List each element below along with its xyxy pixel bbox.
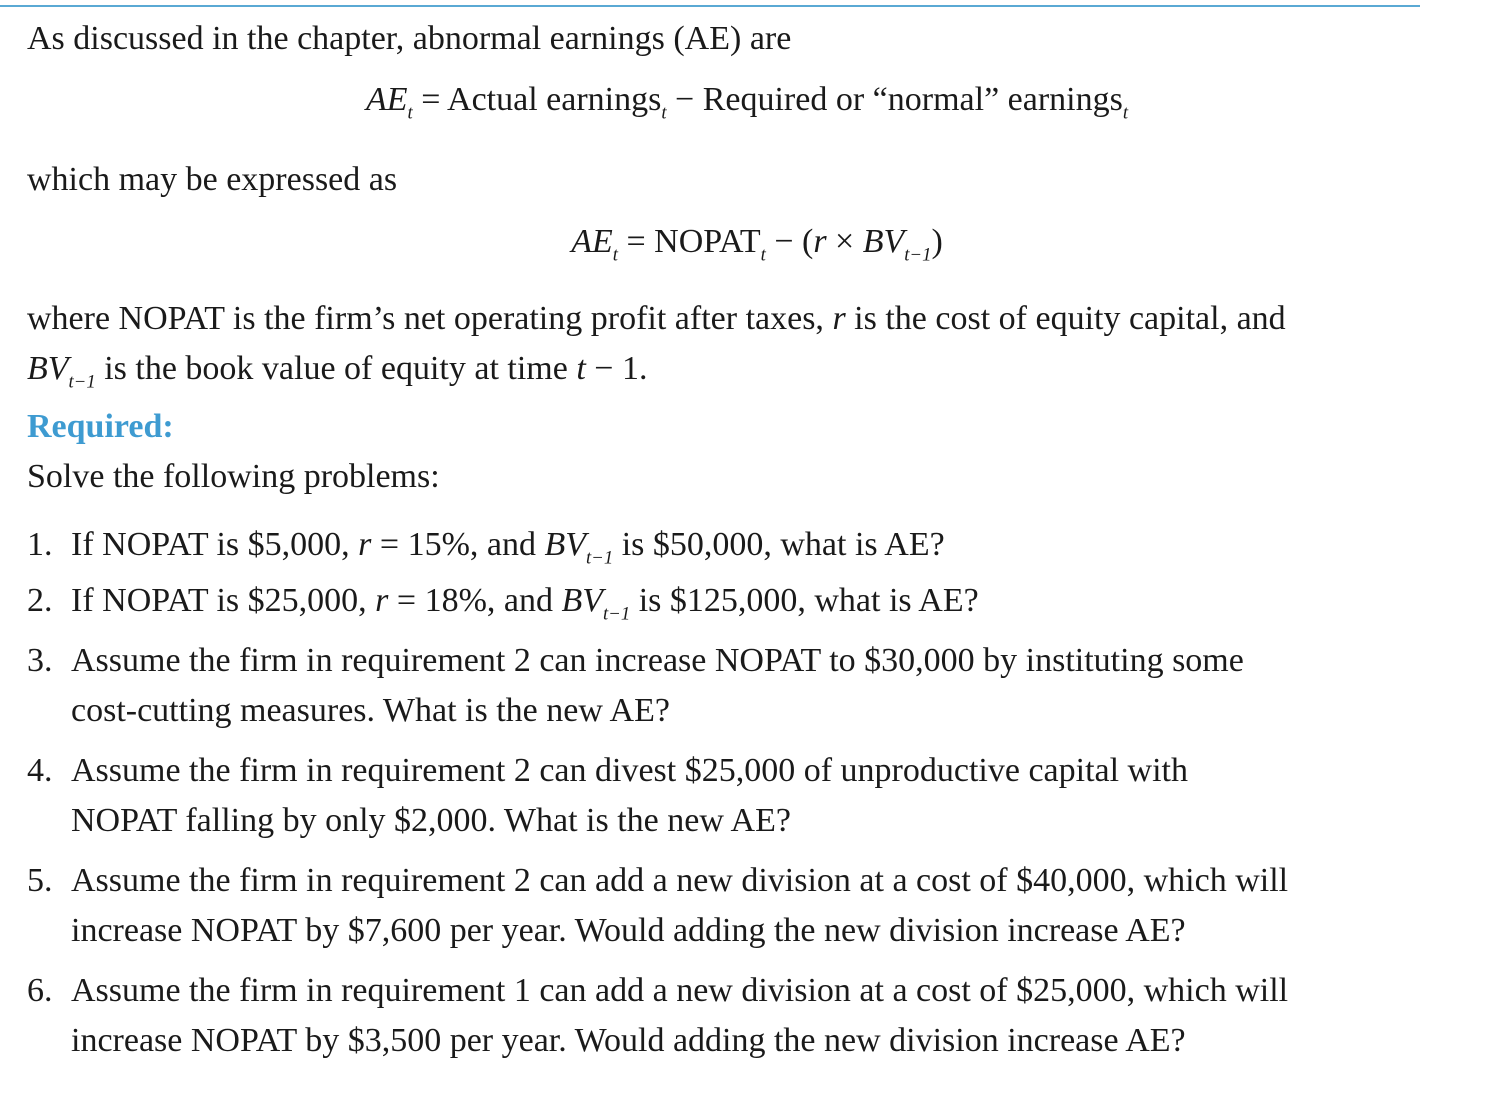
problem-item-5 [27,856,1427,956]
definitions-paragraph [27,294,1427,394]
problem-text-line-1: Assume the firm in requirement 2 can increase NOPAT to $30,000 by instituting some [71,642,1244,679]
problem-item-2 [27,576,1427,626]
subscript-t: t [612,244,618,266]
abnormal-earnings-definition [27,64,1427,134]
problem-text: is $125,000, what is AE? [630,582,979,619]
subscript-t-minus-1: t−1 [603,603,631,625]
problem-list [27,520,1427,1066]
equals-sign: = [412,81,448,118]
bv-symbol: BV [561,582,604,619]
problem-number: 6. [27,972,53,1009]
times-sign: × [826,223,863,260]
bv-symbol: BV [27,350,69,387]
equals-sign: = [617,223,655,260]
subscript-t: t [760,244,766,266]
actual-earnings-term: Actual earnings [447,81,662,118]
problem-item-1 [27,520,1427,570]
where-text-1: where NOPAT is the firm’s net operating profit after taxes, [27,300,833,337]
close-paren: ) [931,223,943,260]
problem-text-line-1: Assume the firm in requirement 2 can divest $25,000 of unproductive capital with [71,752,1189,789]
minus-open-paren: − ( [765,223,814,260]
abnormal-earnings-formula [27,206,1427,276]
where-text-2: is the cost of equity capital, and [845,300,1286,337]
problem-item-4 [27,746,1427,846]
problem-number: 4. [27,752,53,789]
ae-symbol: AE [571,223,613,260]
problem-text-line-2: NOPAT falling by only $2,000. What is the new AE? [71,802,791,839]
subscript-t-minus-1: t−1 [586,547,614,569]
where-text-4: − 1. [585,350,648,387]
solve-instruction: Solve the following problems: [27,458,440,495]
r-symbol: r [375,582,389,619]
intro-text: As discussed in the chapter, abnormal earnings (AE) are [27,20,792,57]
subscript-t: t [407,102,413,124]
subscript-t: t [661,102,667,124]
problem-text: = 15%, and [371,526,545,563]
problem-text: If NOPAT is $5,000, [71,526,359,563]
required-heading: Required: [27,408,174,445]
problem-number: 1. [27,526,53,563]
bv-symbol: BV [544,526,587,563]
problem-content [27,14,1427,1072]
problem-number: 3. [27,642,53,679]
problem-text-line-1: Assume the firm in requirement 1 can add a new division at a cost of $25,000, which will [71,972,1289,1009]
problem-text: If NOPAT is $25,000, [71,582,376,619]
problem-text-line-2: increase NOPAT by $7,600 per year. Would adding the new division increase AE? [71,912,1186,949]
subscript-t-minus-1: t−1 [68,371,96,393]
problem-text-line-1: Assume the firm in requirement 2 can add a new division at a cost of $40,000, which will [71,862,1289,899]
r-symbol: r [832,300,846,337]
ae-symbol: AE [365,81,408,118]
subscript-t-minus-1: t−1 [904,244,932,266]
problem-number: 2. [27,582,53,619]
problem-number: 5. [27,862,53,899]
problem-text: = 18%, and [388,582,562,619]
problem-text: is $50,000, what is AE? [613,526,945,563]
which-text: which may be expressed as [27,161,398,198]
where-text-3: is the book value of equity at time [95,350,577,387]
r-symbol: r [813,223,827,260]
problem-item-6 [27,966,1427,1066]
minus-sign: − [666,81,703,118]
bv-symbol: BV [862,223,905,260]
t-symbol: t [576,350,586,387]
r-symbol: r [358,526,372,563]
normal-earnings-term: Required or “normal” earnings [702,81,1123,118]
nopat-term: NOPAT [654,223,761,260]
top-divider [0,5,1420,7]
problem-text-line-2: increase NOPAT by $3,500 per year. Would adding the new division increase AE? [71,1022,1186,1059]
problem-text-line-2: cost-cutting measures. What is the new AE? [71,692,670,729]
problem-item-3 [27,636,1427,736]
subscript-t: t [1122,102,1129,124]
